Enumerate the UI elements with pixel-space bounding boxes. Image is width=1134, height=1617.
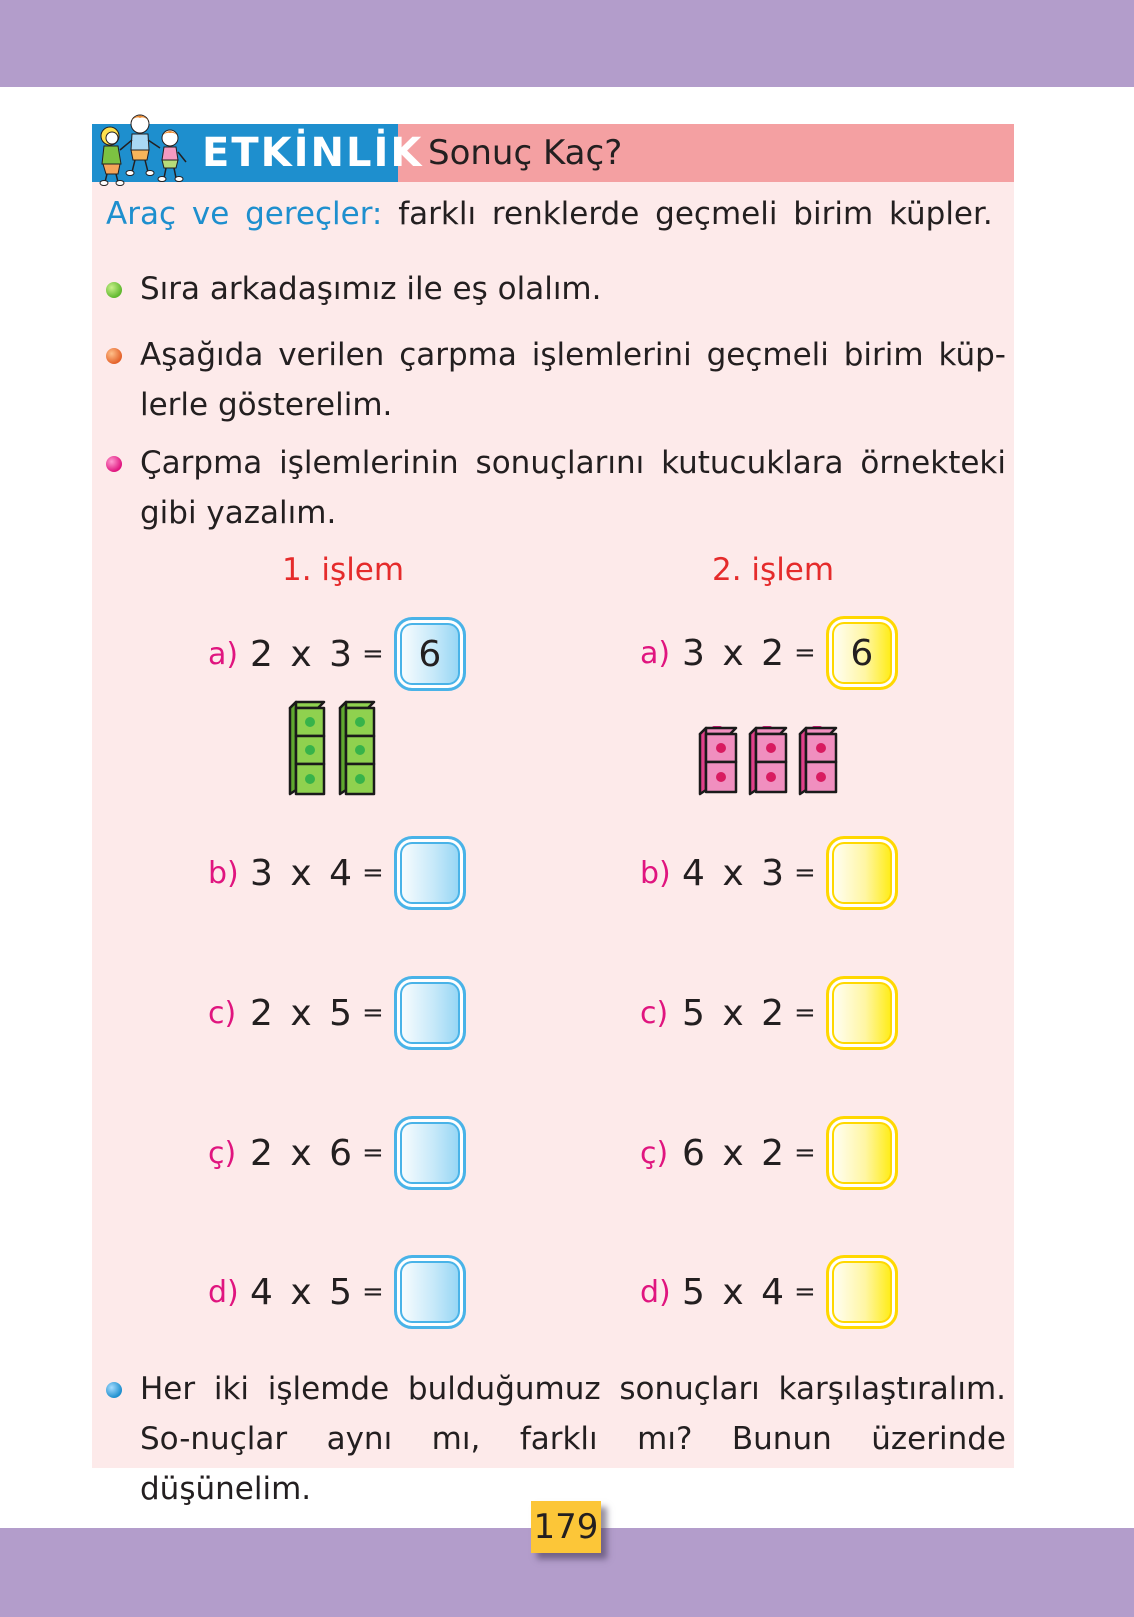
item-letter: d) xyxy=(208,1274,239,1310)
equation-row xyxy=(208,976,466,1050)
item-letter: d) xyxy=(640,1274,671,1310)
expression: 2 x 5 xyxy=(250,992,352,1034)
title-bar xyxy=(398,124,1014,182)
expression: 5 x 2 xyxy=(682,992,784,1034)
instruction-item xyxy=(106,330,1006,430)
instruction-text: Aşağıda verilen çarpma işlemlerini geçmeli birim küp-lerle gösterelim. xyxy=(140,337,1006,423)
instruction-text: Sıra arkadaşımız ile eş olalım. xyxy=(140,271,602,307)
children-holding-hands-icon xyxy=(94,106,190,186)
equals-sign: = xyxy=(794,1277,816,1307)
answer-box[interactable] xyxy=(394,976,466,1050)
item-letter: b) xyxy=(640,855,671,891)
expression: 2 x 3 xyxy=(250,633,352,675)
equation-row xyxy=(208,617,466,691)
equals-sign: = xyxy=(794,858,816,888)
pink-bullet-icon xyxy=(106,456,122,472)
expression: 2 x 6 xyxy=(250,1132,352,1174)
answer-box[interactable] xyxy=(394,1116,466,1190)
answer-box[interactable] xyxy=(826,1255,898,1329)
etkinlik-badge xyxy=(92,124,424,182)
green-unit-cubes-icon xyxy=(288,698,384,796)
activity-header xyxy=(92,124,1014,182)
expression: 5 x 4 xyxy=(682,1271,784,1313)
column-title-1: 1. işlem xyxy=(282,552,405,588)
expression: 6 x 2 xyxy=(682,1132,784,1174)
equals-sign: = xyxy=(362,998,384,1028)
answer-box[interactable]: 6 xyxy=(826,616,898,690)
item-letter: ç) xyxy=(640,1135,669,1171)
item-letter: c) xyxy=(208,995,237,1031)
activity-title: Sonuç Kaç? xyxy=(428,133,623,173)
instruction-item xyxy=(106,264,1006,314)
closing-text: Her iki işlemde bulduğumuz sonuçları karşılaştıralım. So-nuçlar aynı mı, farklı mı? Bunun üzerinde düşünelim. xyxy=(140,1371,1006,1507)
expression: 4 x 3 xyxy=(682,852,784,894)
equation-row xyxy=(640,1116,898,1190)
answer-box[interactable] xyxy=(826,836,898,910)
equals-sign: = xyxy=(362,1138,384,1168)
equals-sign: = xyxy=(362,858,384,888)
instruction-text: Çarpma işlemlerinin sonuçlarını kutucuklara örnekteki gibi yazalım. xyxy=(140,445,1006,531)
equation-row xyxy=(640,836,898,910)
equals-sign: = xyxy=(794,998,816,1028)
equation-row xyxy=(640,976,898,1050)
expression: 4 x 5 xyxy=(250,1271,352,1313)
answer-box[interactable] xyxy=(826,976,898,1050)
top-decorative-band xyxy=(0,0,1134,87)
equation-row xyxy=(208,836,466,910)
expression: 3 x 2 xyxy=(682,632,784,674)
answer-box[interactable] xyxy=(394,1255,466,1329)
green-bullet-icon xyxy=(106,282,122,298)
item-letter: ç) xyxy=(208,1135,237,1171)
blue-bullet-icon xyxy=(106,1382,122,1398)
page-number: 179 xyxy=(531,1501,601,1553)
pink-unit-cubes-icon xyxy=(698,724,842,796)
equation-row xyxy=(640,1255,898,1329)
answer-box[interactable] xyxy=(826,1116,898,1190)
equation-row xyxy=(640,616,898,690)
etkinlik-label: ETKİNLİK xyxy=(202,130,424,176)
expression: 3 x 4 xyxy=(250,852,352,894)
equals-sign: = xyxy=(362,639,384,669)
orange-bullet-icon xyxy=(106,348,122,364)
equals-sign: = xyxy=(362,1277,384,1307)
answer-box[interactable] xyxy=(394,836,466,910)
item-letter: b) xyxy=(208,855,239,891)
equals-sign: = xyxy=(794,638,816,668)
equation-row xyxy=(208,1116,466,1190)
item-letter: c) xyxy=(640,995,669,1031)
item-letter: a) xyxy=(208,636,239,672)
materials-label: Araç ve gereçler: xyxy=(106,196,383,232)
item-letter: a) xyxy=(640,635,671,671)
instruction-item xyxy=(106,438,1006,538)
closing-instruction xyxy=(106,1364,1006,1514)
answer-box[interactable]: 6 xyxy=(394,617,466,691)
equation-row xyxy=(208,1255,466,1329)
materials-text: farklı renklerde geçmeli birim küpler. xyxy=(382,196,993,232)
materials-line xyxy=(106,196,1006,232)
equals-sign: = xyxy=(794,1138,816,1168)
column-title-2: 2. işlem xyxy=(712,552,835,588)
